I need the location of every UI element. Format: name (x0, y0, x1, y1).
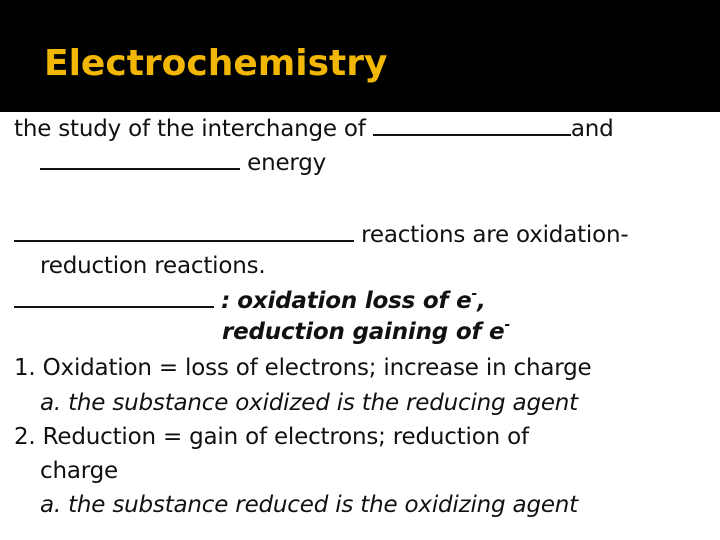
reactions-line (14, 218, 628, 251)
slide-title: Electrochemistry (44, 43, 388, 84)
blank-2 (40, 146, 240, 170)
oxidation-subitem: a. the substance oxidized is the reducing agent (40, 390, 578, 416)
list-item-2 (14, 421, 529, 453)
mnemonic-line-2 (222, 316, 510, 351)
mnemonic-separator: : (221, 288, 231, 314)
blank-1 (373, 112, 571, 136)
list-item-2a (40, 489, 578, 521)
reduction-item: 2. Reduction = gain of electrons; reduction of (14, 424, 529, 450)
reactions-line-2 (40, 250, 265, 282)
mnemonic-line (14, 284, 486, 320)
electron-superscript-2: - (504, 317, 511, 333)
electron-superscript-1: - (471, 286, 478, 302)
blank-3 (14, 218, 354, 242)
list-item-1a (40, 387, 578, 419)
definition-line (14, 112, 614, 145)
oxidation-item: 1. Oxidation = loss of electrons; increase in charge (14, 355, 592, 381)
mnemonic-comma: , (477, 288, 486, 314)
title-bar (0, 0, 720, 112)
list-item-1 (14, 352, 591, 384)
definition-text: the study of the interchange of (14, 116, 366, 142)
reactions-text-2: reduction reactions. (40, 253, 266, 279)
energy-text: energy (247, 150, 327, 176)
reactions-text: reactions are oxidation- (361, 222, 629, 248)
list-item-2-cont (40, 455, 118, 487)
definition-and: and (570, 116, 614, 142)
reduction-item-cont: charge (40, 458, 118, 484)
blank-4 (14, 284, 214, 308)
reduction-subitem: a. the substance reduced is the oxidizing agent (40, 492, 578, 518)
oxidation-definition: oxidation loss of e (237, 288, 472, 314)
definition-line-2 (40, 146, 326, 179)
reduction-definition: reduction gaining of e (222, 319, 505, 345)
